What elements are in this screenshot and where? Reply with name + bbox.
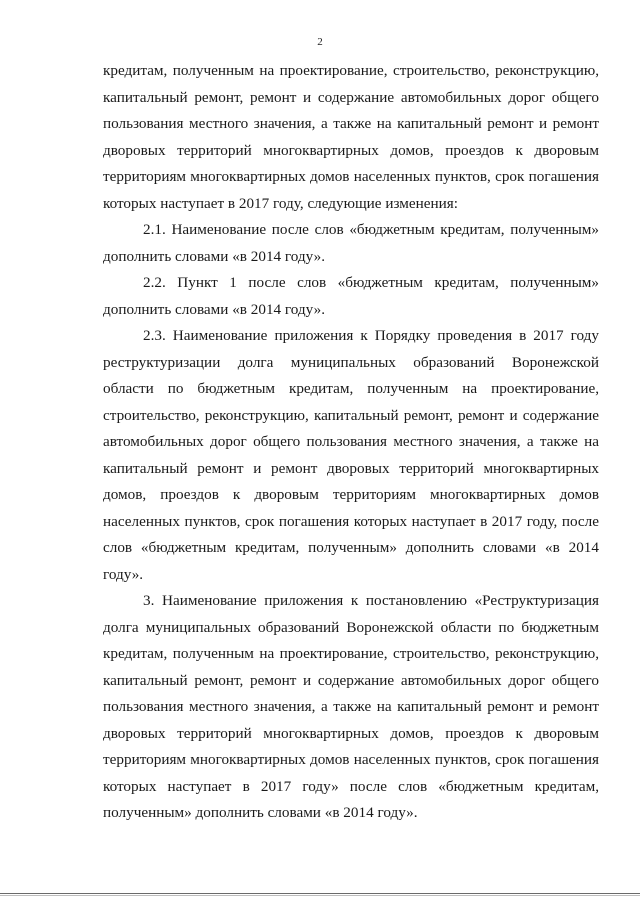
paragraph-item-2-3: 2.3. Наименование приложения к Порядку проведения в 2017 году реструктуризации долга муниципальных образований Воронежской области по бюджетным кредитам, полученным на проектирование, строительство, реконструкцию, капитальный ремонт, ремонт и содержание автомобильных дорог общего пользования местного значения, а также на капитальный ремонт и ремонт дворовых территорий многоквартирных домов, проездов к дворовым территориям многоквартирных домов населенных пунктов, срок погашения которых наступает в 2017 году, после слов «бюджетным кредитам, полученным» дополнить словами «в 2014 году». <box>103 327 599 583</box>
paragraph-item-2-1: 2.1. Наименование после слов «бюджетным кредитам, полученным» дополнить словами «в 2014 году». <box>103 221 599 265</box>
paragraph-item-3: 3. Наименование приложения к постановлению «Реструктуризация долга муниципальных образований Воронежской области по бюджетным кредитам, полученным на проектирование, строительство, реконструкцию, капитальный ремонт, ремонт и содержание автомобильных дорог общего пользования местного значения, а также на капитальный ремонт и ремонт дворовых территорий многоквартирных домов, проездов к дворовым территориям многоквартирных домов населенных пунктов, срок погашения которых наступает в 2017 году» после слов «бюджетным кредитам, полученным» дополнить словами «в 2014 году». <box>103 592 599 821</box>
paragraph-item-2-2: 2.2. Пункт 1 после слов «бюджетным кредитам, полученным» дополнить словами «в 2014 году». <box>103 274 599 318</box>
scan-edge-line <box>0 893 640 894</box>
scan-edge-line-shadow <box>0 895 640 896</box>
document-body <box>103 58 599 827</box>
paragraph-continuation: кредитам, полученным на проектирование, строительство, реконструкцию, капитальный ремонт, ремонт и содержание автомобильных дорог общего пользования местного значения, а также на капитальный ремонт и ремонт дворовых территорий многоквартирных домов, проездов к дворовым территориям многоквартирных домов населенных пунктов, срок погашения которых наступает в 2017 году, следующие изменения: <box>103 62 599 212</box>
page-number: 2 <box>317 36 323 48</box>
